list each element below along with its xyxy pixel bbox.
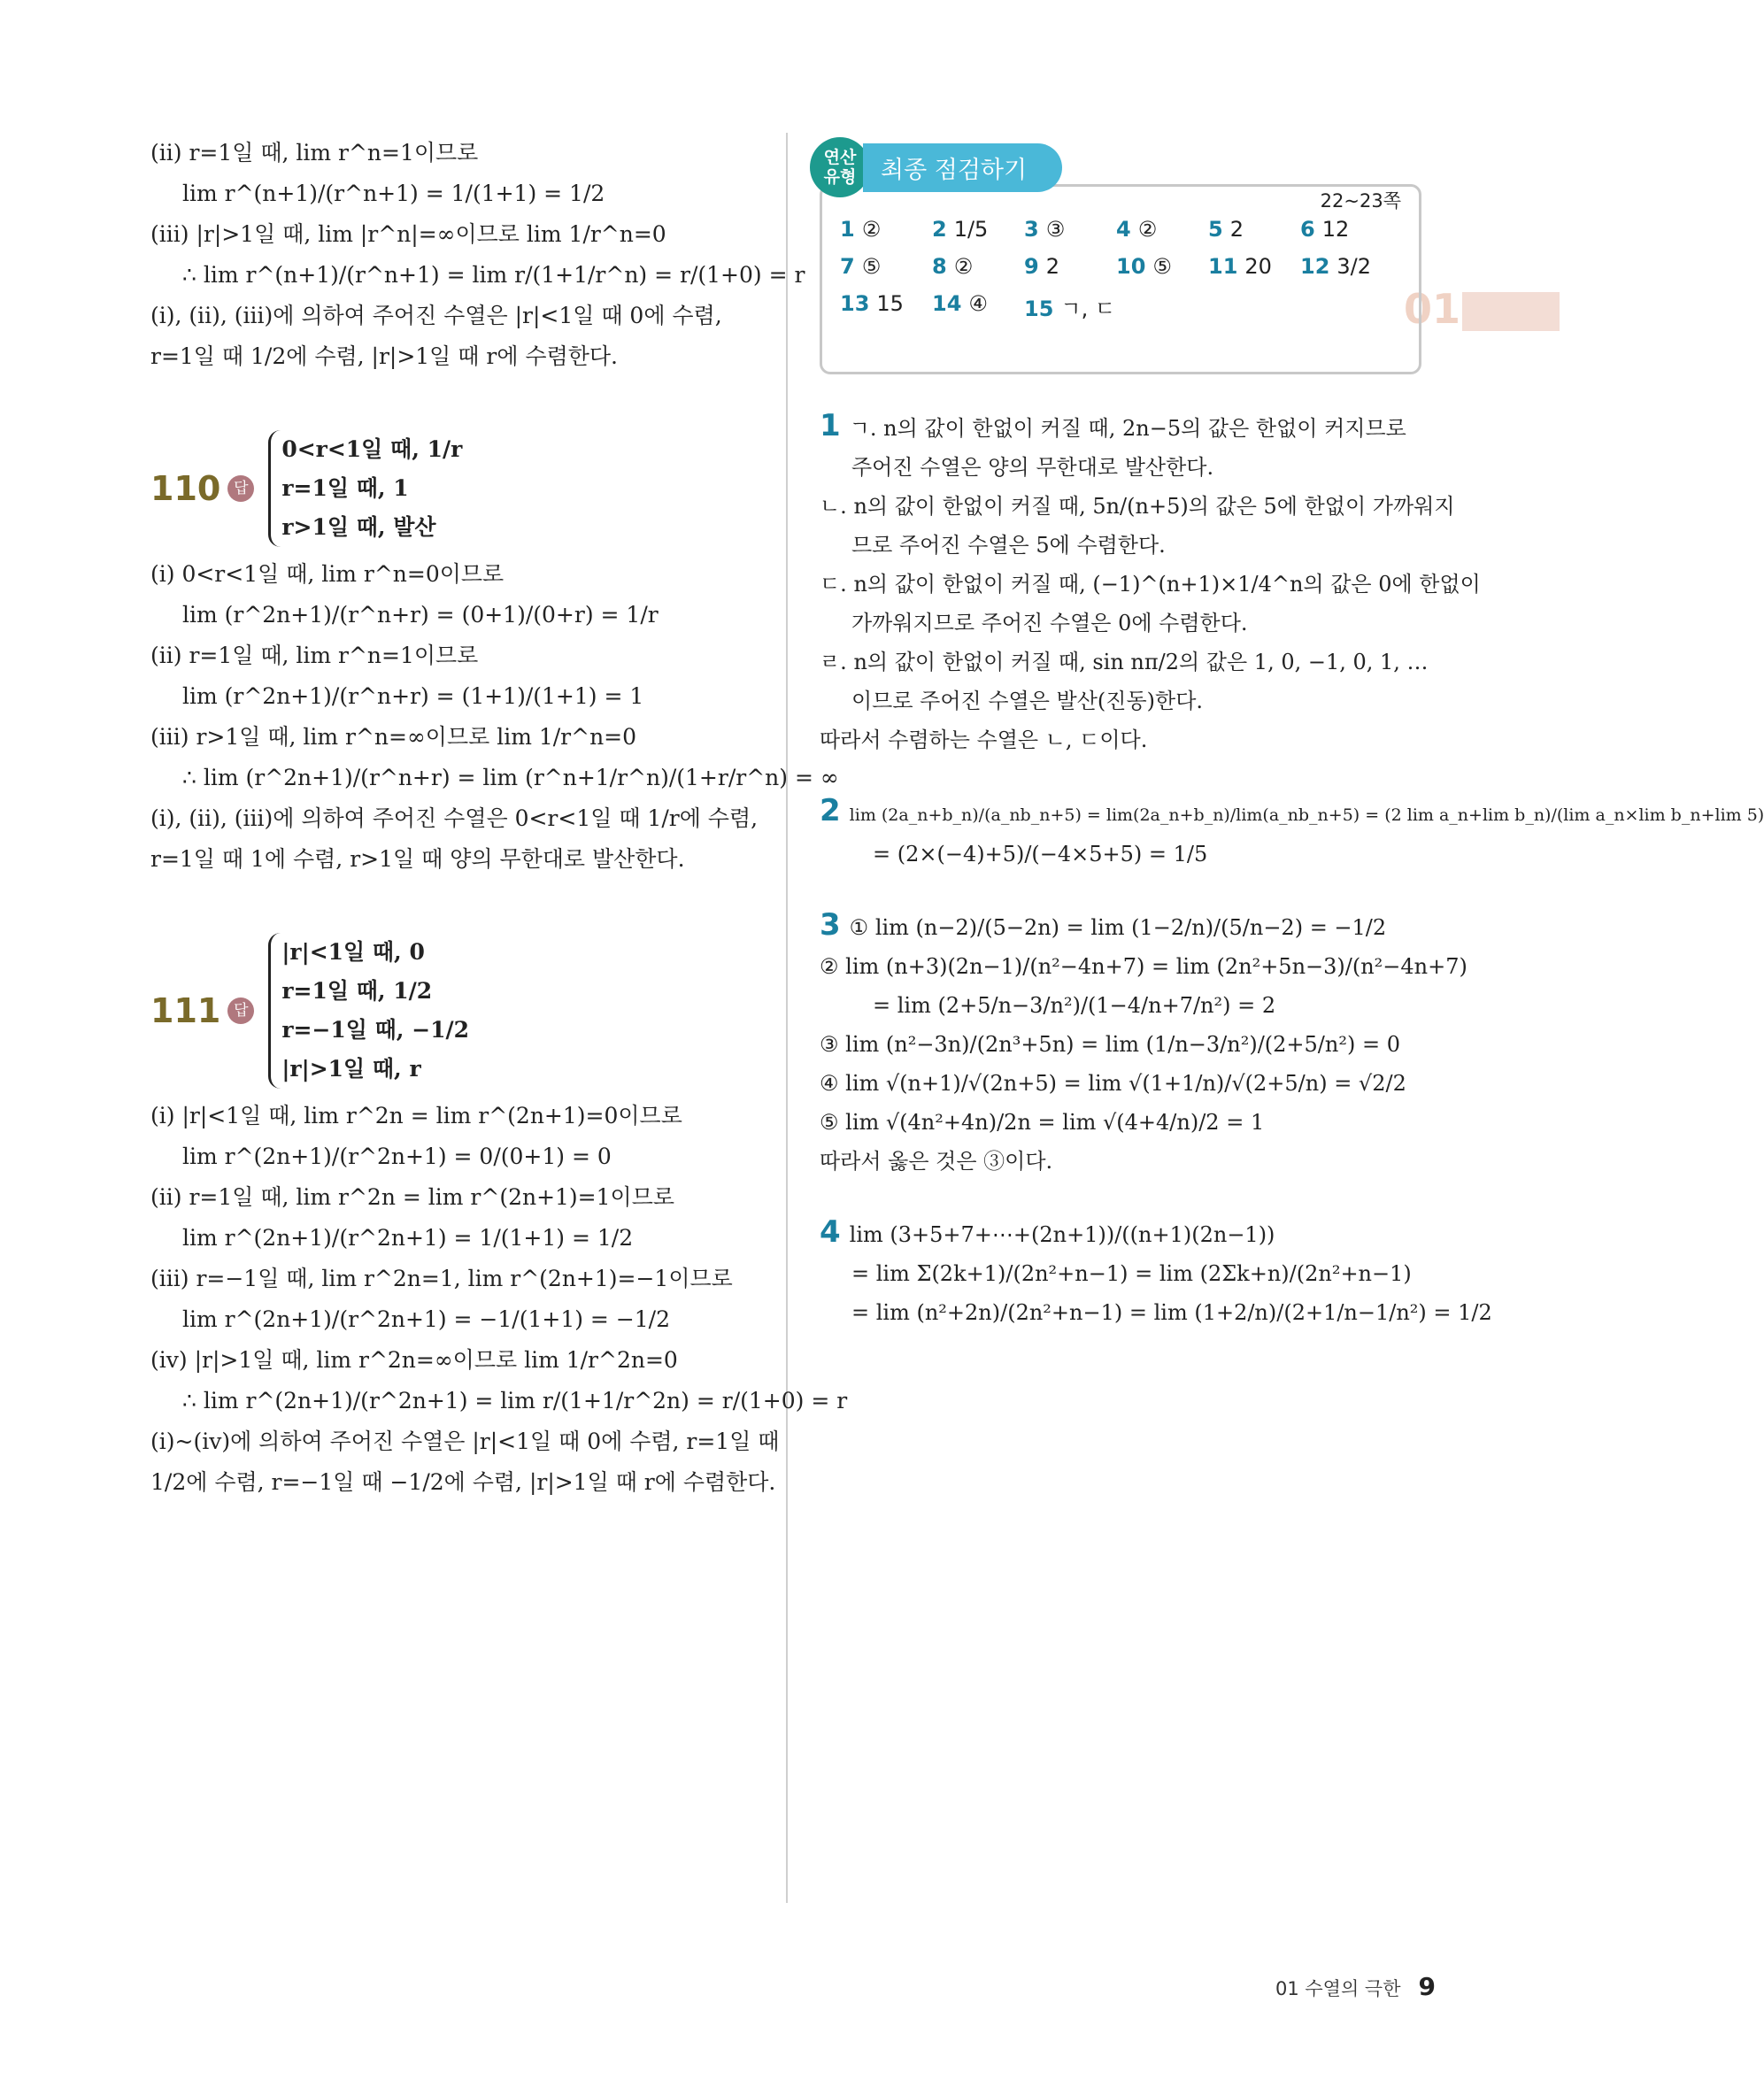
text-line: (i)~(iv)에 의하여 주어진 수열은 |r|<1일 때 0에 수렴, r=1일 때 (150, 1429, 780, 1454)
case-line: r=1일 때, 1/2 (281, 978, 433, 1004)
case-line: r=−1일 때, −1/2 (281, 1017, 470, 1043)
text-line: (ii) r=1일 때, lim r^n=1이므로 (150, 643, 479, 668)
chapter-title: 01 수열의 극한 (1275, 1978, 1401, 1999)
solution-number: 4 (820, 1214, 841, 1250)
section-type-badge: 연산 유형 (810, 137, 870, 197)
case-line: 0<r<1일 때, 1/r (281, 436, 463, 462)
answer-grid (840, 217, 1401, 322)
question-header (150, 933, 770, 1089)
text-line: ∴ lim r^(2n+1)/(r^2n+1) = lim r/(1+1/r^2n) = r/(1+0) = r (182, 1388, 848, 1413)
answer-item: 4 ② (1116, 217, 1158, 242)
solution-1 (820, 406, 1481, 759)
text-line: ∴ lim r^(n+1)/(r^n+1) = lim r/(1+1/r^n) = r/(1+0) = r (182, 262, 805, 288)
text-line: (iv) |r|>1일 때, lim r^2n=∞이므로 lim 1/r^2n=0 (150, 1347, 678, 1373)
text-line: ① lim (n−2)/(5−2n) = lim (1−2/n)/(5/n−2) = −1/2 (849, 915, 1387, 940)
text-line: lim (3+5+7+⋯+(2n+1))/((n+1)(2n−1)) (849, 1222, 1275, 1247)
answer-item: 9 2 (1024, 254, 1059, 279)
answer-item: 2 1/5 (932, 217, 989, 242)
text-line: (iii) |r|>1일 때, lim |r^n|=∞이므로 lim 1/r^n=0 (150, 221, 666, 247)
answer-item: 8 ② (932, 254, 974, 279)
text-line: (ii) r=1일 때, lim r^n=1이므로 (150, 140, 479, 166)
answer-item: 11 20 (1208, 254, 1272, 279)
case-line: r>1일 때, 발산 (281, 514, 436, 540)
text-line: ⑤ lim √(4n²+4n)/2n = lim √(4+4/n)/2 = 1 (820, 1110, 1265, 1135)
solution-number: 1 (820, 408, 841, 443)
answer-cases (268, 933, 469, 1089)
text-line: ② lim (n+3)(2n−1)/(n²−4n+7) = lim (2n²+5n−3)/(n²−4n+7) (820, 954, 1467, 979)
text-line: (i) |r|<1일 때, lim r^2n = lim r^(2n+1)=0이므로 (150, 1103, 682, 1128)
answer-item: 13 15 (840, 291, 904, 316)
text-line: lim (r^2n+1)/(r^n+r) = (1+1)/(1+1) = 1 (182, 683, 644, 709)
case-line: |r|>1일 때, r (281, 1056, 421, 1082)
text-line: ㄴ. n의 값이 한없이 커질 때, 5n/(n+5)의 값은 5에 한없이 가까워지 (820, 494, 1455, 519)
answer-cases (268, 430, 462, 547)
pre-solution (150, 133, 805, 377)
column-divider (786, 133, 788, 1903)
text-line: lim (2a_n+b_n)/(a_nb_n+5) = lim(2a_n+b_n)/lim(a_nb_n+5) = (2 lim a_n+lim b_n)/(lim a_n×lim b_n+lim 5) (849, 805, 1764, 825)
text-line: 이므로 주어진 수열은 발산(진동)한다. (851, 689, 1204, 713)
text-line: (i) 0<r<1일 때, lim r^n=0이므로 (150, 561, 505, 587)
solution-2 (820, 791, 1764, 874)
text-line: lim r^(2n+1)/(r^2n+1) = 0/(0+1) = 0 (182, 1144, 612, 1169)
answer-item: 14 ④ (932, 291, 988, 316)
text-line: r=1일 때 1에 수렴, r>1일 때 양의 무한대로 발산한다. (150, 846, 685, 872)
question-111 (150, 933, 848, 1503)
right-column (820, 142, 1764, 1332)
solution-number: 3 (820, 907, 841, 943)
answer-item: 15 ㄱ, ㄷ (1024, 297, 1116, 321)
text-line: = lim (2+5/n−3/n²)/(1−4/n+7/n²) = 2 (873, 993, 1276, 1018)
question-number: 111 (150, 991, 221, 1030)
section-title: 최종 점검하기 (863, 143, 1062, 192)
answer-item: 7 ⑤ (840, 254, 882, 279)
text-line: 므로 주어진 수열은 5에 수렴한다. (851, 533, 1166, 558)
text-line: 주어진 수열은 양의 무한대로 발산한다. (851, 455, 1214, 480)
text-line: = lim Σ(2k+1)/(2n²+n−1) = lim (2Σk+n)/(2n²+n−1) (851, 1261, 1412, 1286)
text-line: ③ lim (n²−3n)/(2n³+5n) = lim (1/n−3/n²)/(2+5/n²) = 0 (820, 1032, 1400, 1057)
answer-badge: 답 (227, 997, 254, 1024)
text-line: ㄱ. n의 값이 한없이 커질 때, 2n−5의 값은 한없이 커지므로 (849, 416, 1406, 441)
question-number: 110 (150, 469, 221, 508)
page-number: 9 (1418, 1972, 1436, 2001)
text-line: ㄷ. n의 값이 한없이 커질 때, (−1)^(n+1)×1/4^n의 값은 0에 한없이 (820, 572, 1481, 597)
text-line: lim (r^2n+1)/(r^n+r) = (0+1)/(0+r) = 1/r (182, 602, 659, 628)
text-line: (i), (ii), (iii)에 의하여 주어진 수열은 |r|<1일 때 0에 수렴, (150, 303, 722, 328)
text-line: (iii) r=−1일 때, lim r^2n=1, lim r^(2n+1)=−1이므로 (150, 1266, 733, 1291)
text-line: 따라서 수렴하는 수열은 ㄴ, ㄷ이다. (820, 728, 1148, 752)
text-line: (iii) r>1일 때, lim r^n=∞이므로 lim 1/r^n=0 (150, 724, 637, 750)
solution-3 (820, 905, 1467, 1181)
solution-4 (820, 1213, 1492, 1332)
text-line: = lim (n²+2n)/(2n²+n−1) = lim (1+2/n)/(2+1/n−1/n²) = 1/2 (851, 1300, 1492, 1325)
case-line: r=1일 때, 1 (281, 475, 409, 501)
answer-item: 1 ② (840, 217, 882, 242)
answer-item: 12 3/2 (1300, 254, 1372, 279)
case-line: |r|<1일 때, 0 (281, 939, 425, 965)
text-line: lim r^(2n+1)/(r^2n+1) = 1/(1+1) = 1/2 (182, 1225, 634, 1251)
text-line: 따라서 옳은 것은 ③이다. (820, 1149, 1053, 1174)
answer-summary-box (820, 148, 1421, 374)
text-line: ∴ lim (r^2n+1)/(r^n+r) = lim (r^n+1/r^n)/(1+r/r^n) = ∞ (182, 765, 839, 790)
text-line: 1/2에 수렴, r=−1일 때 −1/2에 수렴, |r|>1일 때 r에 수렴한다. (150, 1469, 776, 1495)
text-line: (ii) r=1일 때, lim r^2n = lim r^(2n+1)=1이므로 (150, 1184, 674, 1210)
chapter-side-tab (1462, 292, 1560, 331)
chapter-side-tab-number: 01 (1403, 285, 1460, 333)
answer-badge: 답 (227, 475, 254, 502)
question-header (150, 430, 770, 547)
page-footer (1275, 1972, 1436, 2001)
text-line: ㄹ. n의 값이 한없이 커질 때, sin nπ/2의 값은 1, 0, −1, 0, 1, … (820, 650, 1429, 674)
text-line: 가까워지므로 주어진 수열은 0에 수렴한다. (851, 611, 1248, 635)
text-line: ④ lim √(n+1)/√(2n+5) = lim √(1+1/n)/√(2+5/n) = √2/2 (820, 1071, 1406, 1096)
text-line: lim r^(2n+1)/(r^2n+1) = −1/(1+1) = −1/2 (182, 1306, 671, 1332)
answer-item: 6 12 (1300, 217, 1350, 242)
answer-item: 3 ③ (1024, 217, 1066, 242)
answer-item: 10 ⑤ (1116, 254, 1172, 279)
question-110 (150, 430, 839, 880)
text-line: (i), (ii), (iii)에 의하여 주어진 수열은 0<r<1일 때 1/r에 수렴, (150, 805, 759, 831)
section-tag (810, 137, 1062, 197)
solution-number: 2 (820, 793, 841, 828)
text-line: r=1일 때 1/2에 수렴, |r|>1일 때 r에 수렴한다. (150, 343, 618, 369)
text-line: = (2×(−4)+5)/(−4×5+5) = 1/5 (873, 842, 1208, 866)
page-range: 22~23쪽 (1320, 190, 1401, 212)
text-line: lim r^(n+1)/(r^n+1) = 1/(1+1) = 1/2 (182, 181, 605, 206)
answer-item: 5 2 (1208, 217, 1244, 242)
